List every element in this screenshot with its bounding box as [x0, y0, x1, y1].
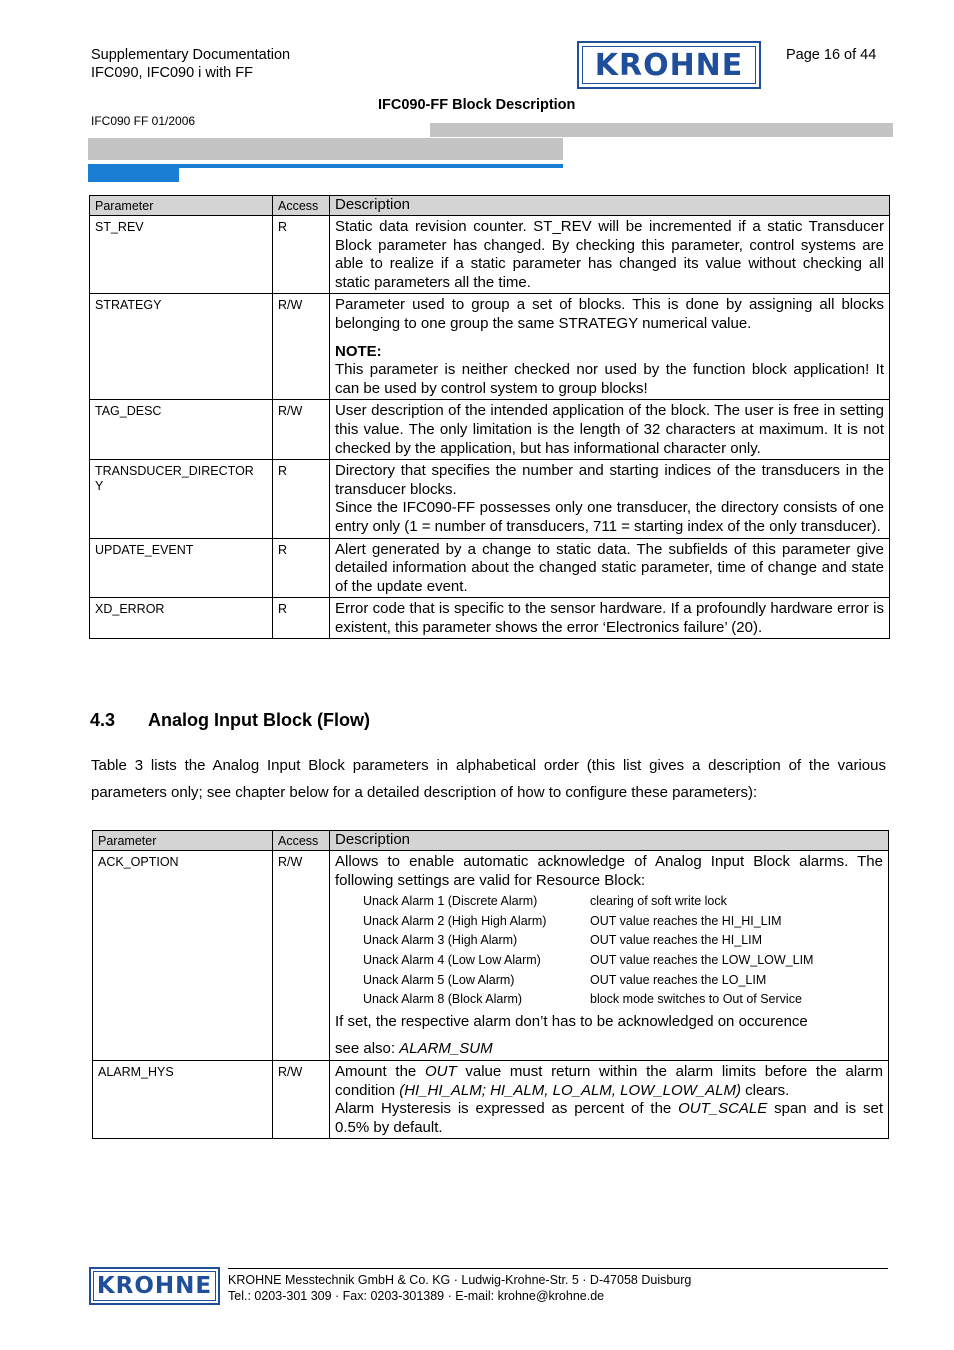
table-row [93, 851, 889, 1061]
description-text: Alert generated by a change to static data. The subfields of this parameter give detailed information about the changed static parameter, time of change and state of the update event. [335, 540, 884, 595]
description-text [335, 1063, 883, 1100]
param-name: TAG_DESC [90, 400, 273, 460]
table-row [90, 216, 890, 294]
param-name: UPDATE_EVENT [90, 538, 273, 598]
text-span: Amount the [335, 1062, 425, 1080]
note-label: NOTE: [335, 342, 382, 360]
alarm-name: Unack Alarm 1 (Discrete Alarm) [363, 894, 538, 909]
param-description [330, 400, 890, 460]
param-name [90, 460, 273, 538]
table-row [90, 538, 890, 598]
description-text: Directory that specifies the number and starting indices of the transducers in the transducer blocks. [335, 462, 884, 498]
param-name-line-1: TRANSDUCER_DIRECTOR [95, 464, 254, 479]
description-text: User description of the intended application of the block. The user is free in setting this value. The only limitation is the length of 32 characters at maximum. It is not checked by the application, but has informational character only. [335, 402, 884, 457]
krohne-logo-text: KROHNE [582, 46, 756, 84]
param-access: R/W [273, 1060, 330, 1138]
doc-title [91, 46, 290, 82]
table-header-row [90, 196, 890, 216]
footer-krohne-logo [89, 1267, 220, 1305]
footer-rule [228, 1268, 888, 1269]
alarm-name: Unack Alarm 3 (High Alarm) [363, 933, 518, 948]
see-also [335, 1040, 883, 1059]
table-row [90, 400, 890, 460]
alarm-list [363, 892, 883, 1010]
param-description [330, 460, 890, 538]
page-title: IFC090-FF Block Description [378, 97, 576, 113]
doc-line-1: Supplementary Documentation [91, 47, 291, 63]
text-span: Alarm Hysteresis is expressed as percent of the [335, 1100, 679, 1118]
param-description [330, 216, 890, 294]
param-name: STRATEGY [90, 294, 273, 400]
description-text: Allows to enable automatic acknowledge of Analog Input Block alarms. The following settings are valid for Resource Block: [335, 853, 883, 889]
parameter-table-2 [92, 830, 889, 1139]
param-name: ALARM_HYS [93, 1060, 273, 1138]
param-access: R [273, 216, 330, 294]
param-access: R [273, 460, 330, 538]
param-description [330, 538, 890, 598]
alarm-meaning: OUT value reaches the HI_LIM [590, 933, 763, 948]
header-description: Description [330, 196, 890, 216]
alarm-meaning: OUT value reaches the HI_HI_LIM [590, 913, 782, 928]
header-description: Description [330, 831, 889, 851]
section-intro: Table 3 lists the Analog Input Block parameters in alphabetical order (this list gives a description of the various parameters only; see chapter below for a detailed description of how to configure these parameters): [91, 757, 886, 801]
header-bar-right [430, 123, 893, 137]
header-bar-left [88, 138, 563, 160]
header-parameter: Parameter [93, 831, 273, 851]
description-text: Static data revision counter. ST_REV will be incremented if a static Transducer Block parameter has changed. By checking this parameter, control systems are able to realize if a static parameter has changed its value without checking all static parameters all the time. [335, 218, 884, 291]
description-text: If set, the respective alarm don’t has to be acknowledged on occurence [335, 1012, 808, 1030]
header-parameter: Parameter [90, 196, 273, 216]
param-description [330, 598, 890, 639]
text-span: clears. [740, 1081, 790, 1099]
text-span: value must return within the alarm limits before the alarm condition [335, 1062, 884, 1099]
param-description [330, 294, 890, 400]
table-row [90, 294, 890, 400]
description-text: Parameter used to group a set of blocks. This is done by assigning all blocks belonging to one group the same STRATEGY numerical value. [335, 296, 884, 332]
param-access: R/W [273, 851, 330, 1061]
alarm-name: Unack Alarm 2 (High High Alarm) [363, 913, 547, 928]
footer-line-2: Tel.: 0203-301 309 · Fax: 0203-301389 · E-mail: krohne@krohne.de [228, 1289, 605, 1303]
alarm-name: Unack Alarm 5 (Low Alarm) [363, 972, 515, 987]
text-span: span and is set 0.5% by default. [335, 1100, 883, 1136]
see-also-ref: ALARM_SUM [399, 1040, 493, 1058]
header-access: Access [273, 196, 330, 216]
table-header-row [93, 831, 889, 851]
param-access: R [273, 598, 330, 639]
description-text [335, 1100, 883, 1137]
description-text: Since the IFC090-FF possesses only one transducer, the directory consists of one entry only (1 = number of transducers, 711 = starting index of the only transducer). [335, 499, 884, 535]
text-italic: OUT_SCALE [678, 1100, 768, 1118]
table-row [93, 1060, 889, 1138]
param-name: ACK_OPTION [93, 851, 273, 1061]
footer-address [228, 1272, 691, 1304]
alarm-meaning: block mode switches to Out of Service [590, 992, 802, 1007]
text-italic: (HI_HI_ALM; HI_ALM, LO_ALM, LOW_LOW_ALM) [399, 1081, 741, 1099]
section-number: 4.3 [90, 710, 116, 730]
parameter-table-1 [89, 195, 890, 639]
param-access: R [273, 538, 330, 598]
footer-logo-text: KROHNE [93, 1271, 216, 1301]
doc-line-2: IFC090, IFC090 i with FF [91, 65, 253, 81]
see-also-label: see also: [335, 1040, 400, 1058]
doc-code: IFC090 FF 01/2006 [91, 114, 196, 128]
param-access: R/W [273, 400, 330, 460]
param-name: ST_REV [90, 216, 273, 294]
page-number: Page 16 of 44 [786, 47, 877, 63]
param-access: R/W [273, 294, 330, 400]
table-row [90, 598, 890, 639]
footer-line-1: KROHNE Messtechnik GmbH & Co. KG · Ludwig-Krohne-Str. 5 · D-47058 Duisburg [228, 1273, 692, 1287]
param-name-line-2: Y [95, 479, 104, 494]
krohne-logo [577, 41, 761, 89]
text-italic: OUT [424, 1062, 457, 1080]
table-row [90, 460, 890, 538]
param-description [330, 1060, 889, 1138]
param-name: XD_ERROR [90, 598, 273, 639]
alarm-meaning: clearing of soft write lock [590, 894, 727, 909]
alarm-meaning: OUT value reaches the LO_LIM [590, 972, 767, 987]
description-text: Error code that is specific to the sensor hardware. If a profoundly hardware error is existent, this parameter shows the error ‘Electronics failure’ (20). [335, 600, 884, 636]
note-text: This parameter is neither checked nor used by the function block application! It can be used by control system to group blocks! [335, 361, 884, 397]
alarm-name: Unack Alarm 4 (Low Low Alarm) [363, 952, 541, 967]
header-access: Access [273, 831, 330, 851]
alarm-meaning: OUT value reaches the LOW_LOW_LIM [590, 952, 814, 967]
header-blue-tab [88, 164, 179, 182]
param-description [330, 851, 889, 1061]
section-title: Analog Input Block (Flow) [148, 710, 370, 730]
alarm-name: Unack Alarm 8 (Block Alarm) [363, 992, 523, 1007]
